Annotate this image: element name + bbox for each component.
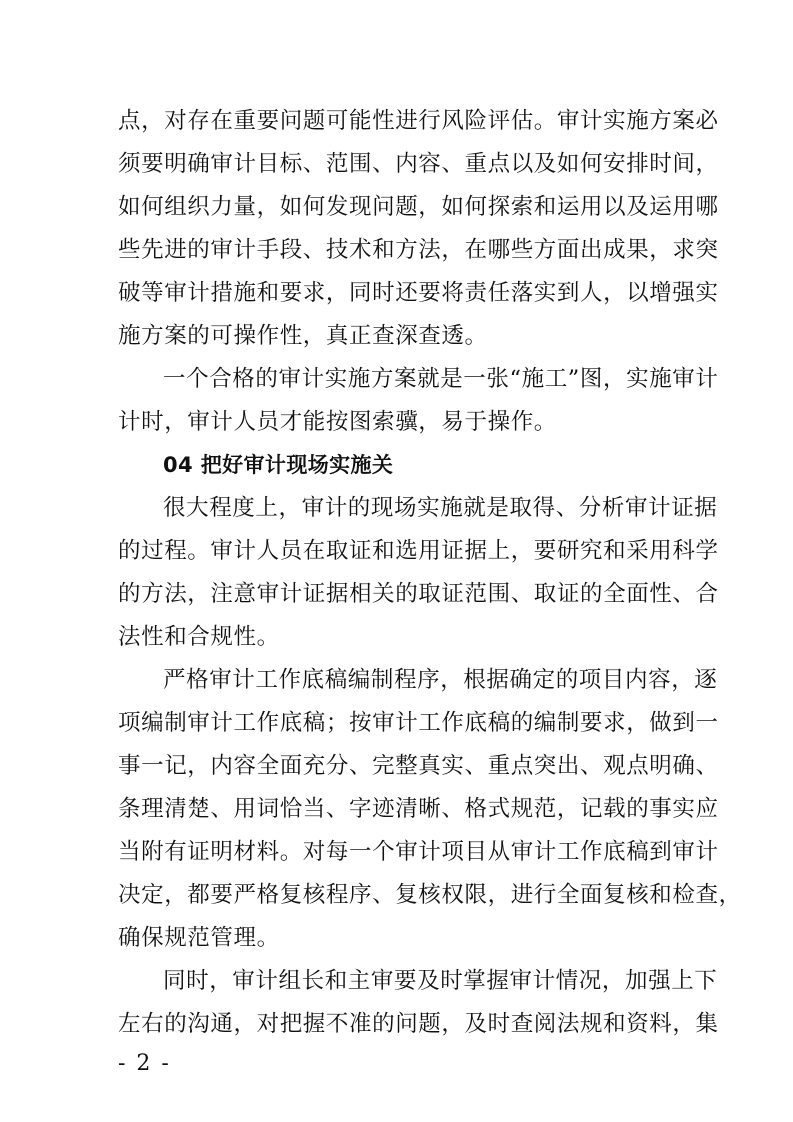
text-line: 左右的沟通，对把握不准的问题，及时查阅法规和资料，集 xyxy=(118,1011,719,1037)
text-line: 须要明确审计目标、范围、内容、重点以及如何安排时间， xyxy=(118,151,719,177)
text-line: 的过程。审计人员在取证和选用证据上，要研究和采用科学 xyxy=(118,538,719,564)
text-line: 当附有证明材料。对每一个审计项目从审计工作底稿到审计 xyxy=(118,839,719,865)
text-line: 施方案的可操作性，真正查深查透。 xyxy=(118,323,488,349)
text-line: 法性和合规性。 xyxy=(118,624,280,650)
text-line: 条理清楚、用词恰当、字迹清晰、格式规范，记载的事实应 xyxy=(118,796,719,822)
text-line: 确保规范管理。 xyxy=(118,925,280,951)
text-line: 如何组织力量，如何发现问题，如何探索和运用以及运用哪 xyxy=(118,194,719,220)
text-line: 决定，都要严格复核程序、复核权限，进行全面复核和检查， xyxy=(118,882,742,908)
text-line: 的方法，注意审计证据相关的取证范围、取证的全面性、合 xyxy=(118,581,719,607)
text-line: 破等审计措施和要求，同时还要将责任落实到人，以增强实 xyxy=(118,280,719,306)
text-line: 严格审计工作底稿编制程序，根据确定的项目内容，逐 xyxy=(163,667,718,693)
text-line: 些先进的审计手段、技术和方法，在哪些方面出成果，求突 xyxy=(118,237,719,263)
text-line: 同时，审计组长和主审要及时掌握审计情况，加强上下 xyxy=(163,968,718,994)
page-number: - 2 - xyxy=(118,1051,171,1076)
text-line: 很大程度上，审计的现场实施就是取得、分析审计证据 xyxy=(163,495,718,521)
text-line: 事一记，内容全面充分、完整真实、重点突出、观点明确、 xyxy=(118,753,719,779)
text-line: 项编制审计工作底稿；按审计工作底稿的编制要求，做到一 xyxy=(118,710,719,736)
text-line: 计时，审计人员才能按图索骥，易于操作。 xyxy=(118,409,557,435)
text-line: 一个合格的审计实施方案就是一张“施工”图，实施审计 xyxy=(163,366,719,392)
text-line: 点，对存在重要问题可能性进行风险评估。审计实施方案必 xyxy=(118,108,719,134)
section-heading: 04 把好审计现场实施关 xyxy=(163,453,394,477)
